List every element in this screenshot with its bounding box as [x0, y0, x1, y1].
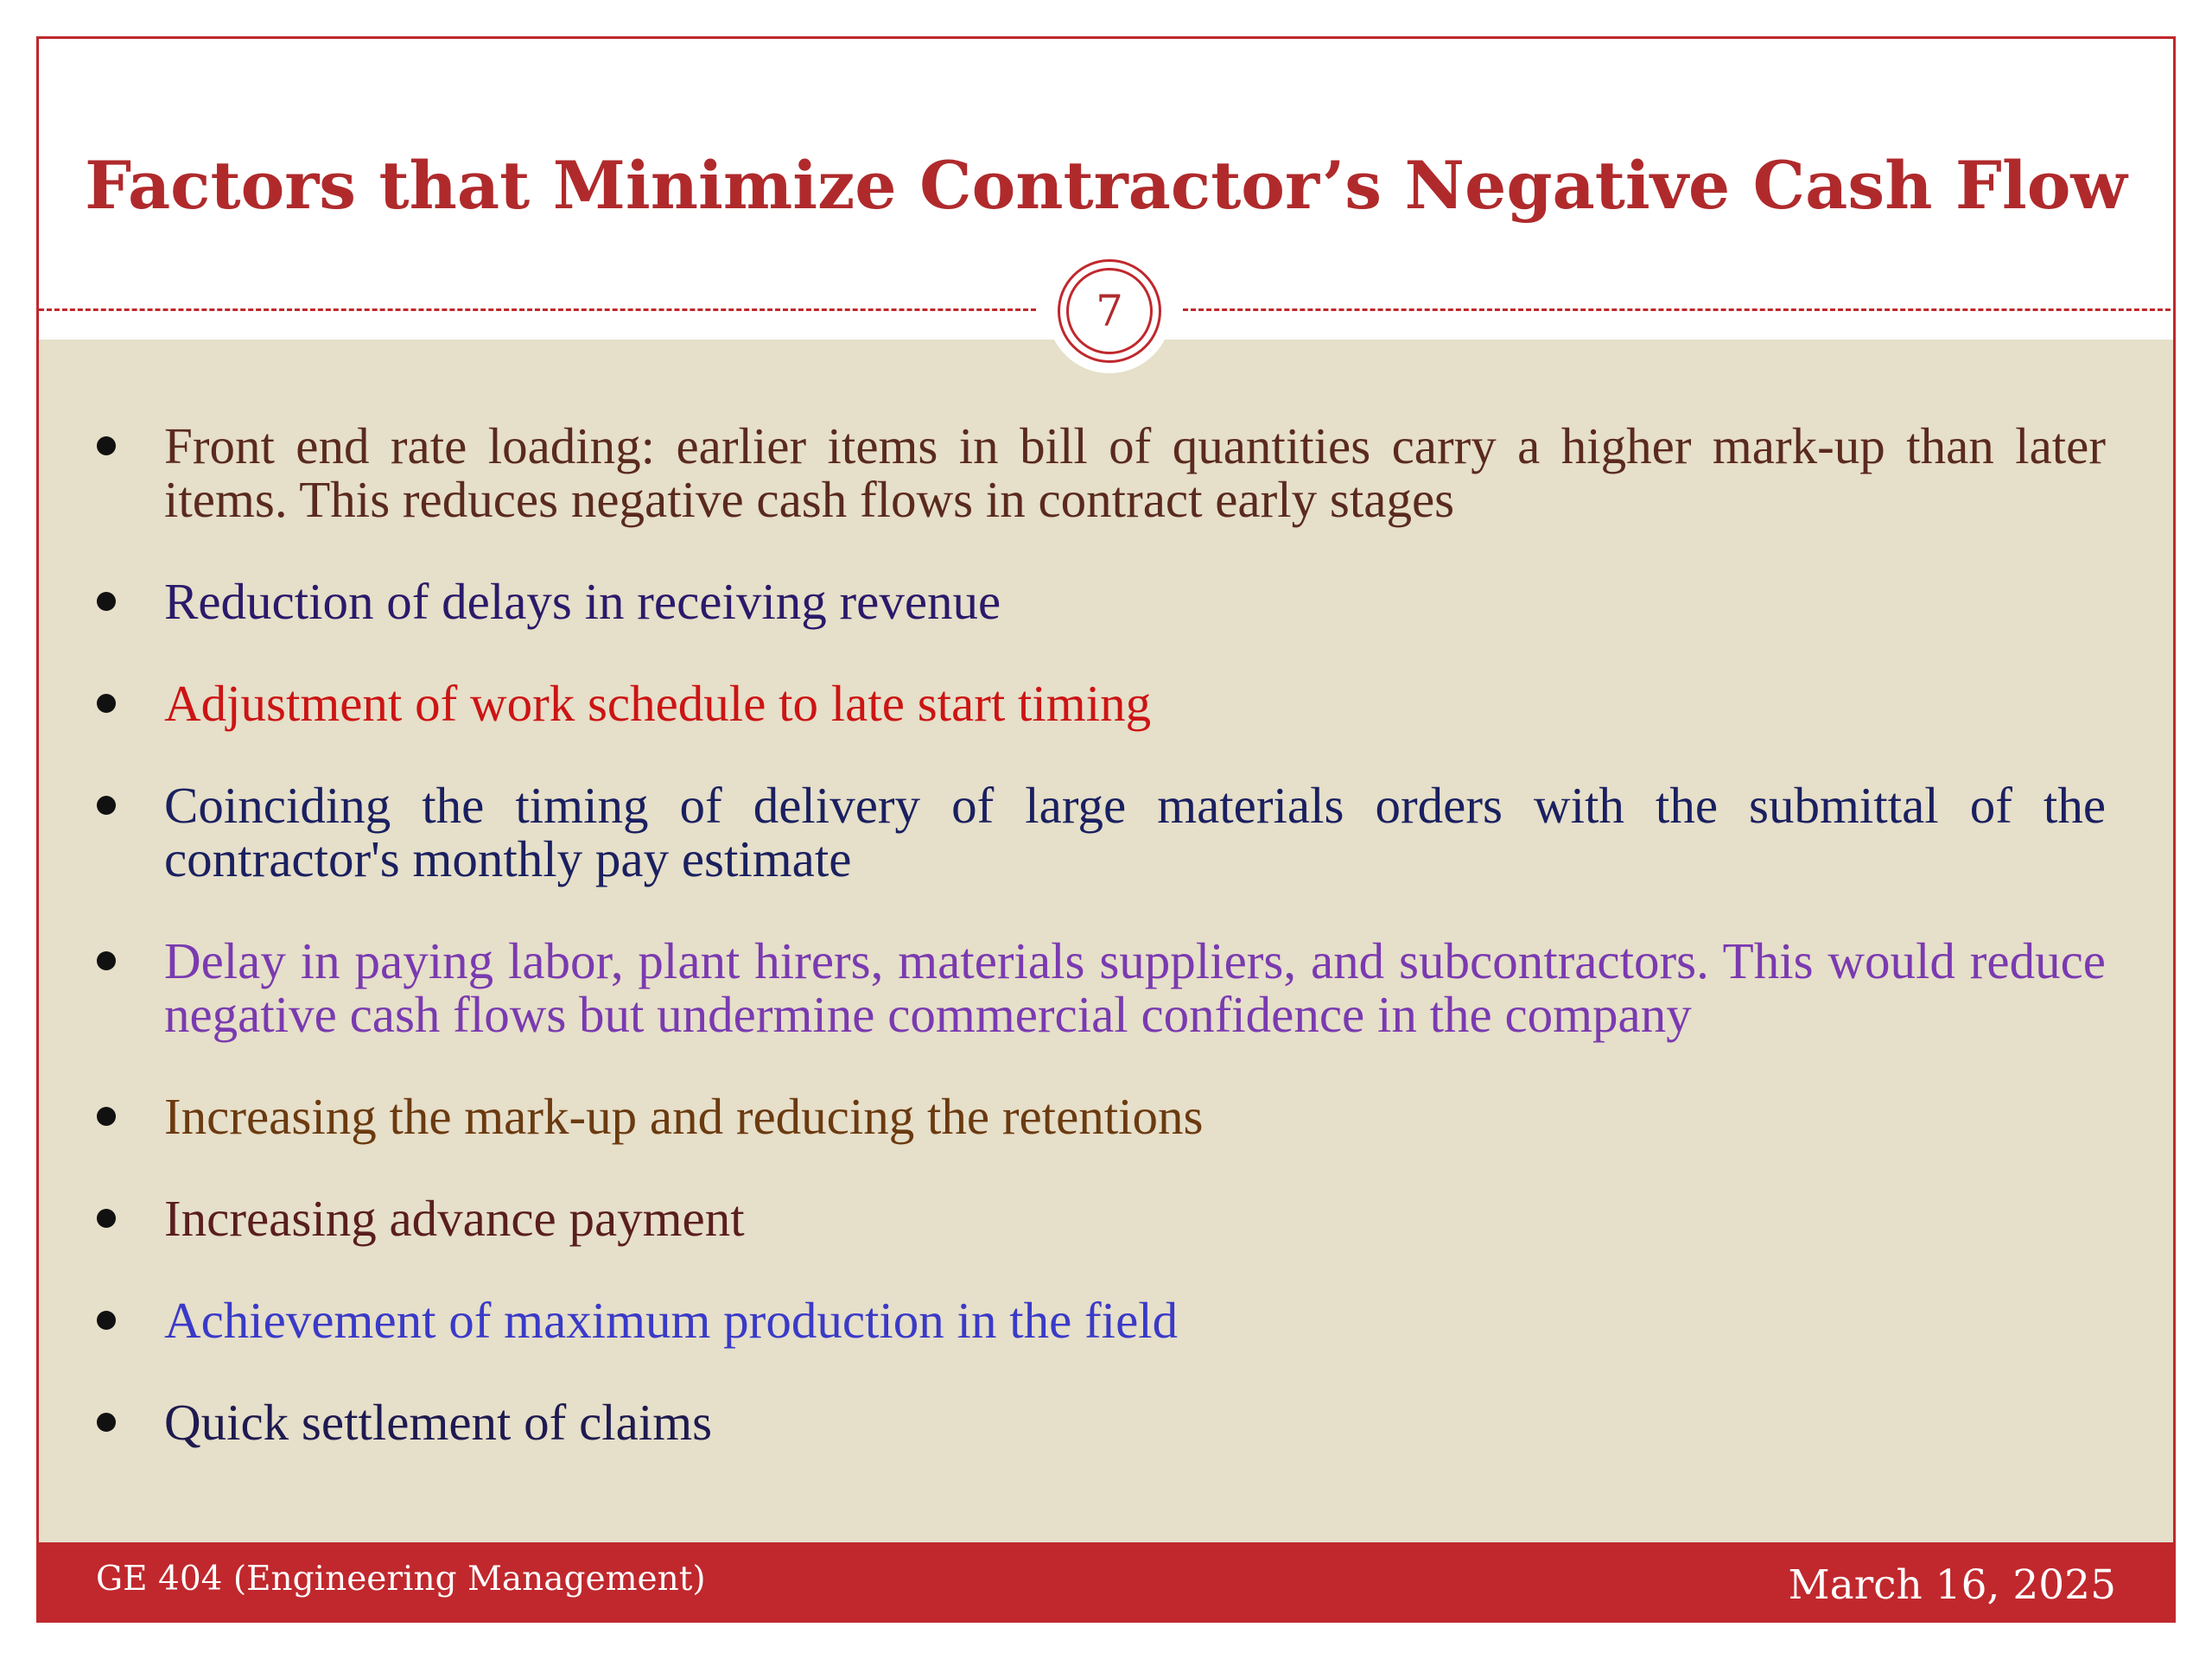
bullet-dot-icon	[97, 592, 116, 611]
bullet-item	[164, 1294, 2106, 1347]
bullet-item	[164, 934, 2106, 1041]
bullet-text: Front end rate loading: earlier items in bill of quantities carry a higher mark-up than later items. This reduces negative cash flows in contract early stages	[164, 417, 2106, 528]
bullet-dot-icon	[97, 796, 116, 815]
title-divider-right	[1183, 308, 2176, 311]
bullet-item	[164, 677, 2106, 730]
footer-bar	[39, 1542, 2173, 1620]
bullet-text: Adjustment of work schedule to late start timing	[164, 675, 1152, 732]
bullet-dot-icon	[97, 1209, 116, 1228]
bullet-dot-icon	[97, 951, 116, 970]
bullet-item	[164, 419, 2106, 526]
bullet-text: Delay in paying labor, plant hirers, materials suppliers, and subcontractors. This would reduce negative cash flows but undermine commercial confidence in the company	[164, 932, 2106, 1043]
bullet-text: Reduction of delays in receiving revenue	[164, 573, 1001, 630]
bullet-dot-icon	[97, 1311, 116, 1330]
title-divider-left	[39, 308, 1036, 311]
bullet-text: Achievement of maximum production in the field	[164, 1292, 1179, 1349]
bullet-item	[164, 1090, 2106, 1143]
content-area	[39, 340, 2173, 1589]
slide-number-badge	[1058, 259, 1161, 363]
bullet-item	[164, 1192, 2106, 1245]
bullet-dot-icon	[97, 1413, 116, 1432]
bullet-dot-icon	[97, 1107, 116, 1126]
bullet-item	[164, 575, 2106, 628]
bullet-item	[164, 1395, 2106, 1449]
bullet-dot-icon	[97, 436, 116, 455]
bullet-text: Increasing the mark-up and reducing the retentions	[164, 1088, 1204, 1145]
slide	[36, 36, 2176, 1623]
bullet-text: Coinciding the timing of delivery of large materials orders with the submittal of the contractor's monthly pay estimate	[164, 777, 2106, 887]
bullet-text: Quick settlement of claims	[164, 1394, 713, 1451]
bullet-item	[164, 779, 2106, 886]
footer-course: GE 404 (Engineering Management)	[96, 1560, 706, 1599]
bullet-text: Increasing advance payment	[164, 1190, 745, 1247]
slide-title: Factors that Minimize Contractor’s Negative Cash Flow	[85, 147, 2127, 224]
slide-number: 7	[1066, 268, 1153, 354]
bullet-dot-icon	[97, 694, 116, 713]
footer-date: March 16, 2025	[1788, 1561, 2116, 1609]
